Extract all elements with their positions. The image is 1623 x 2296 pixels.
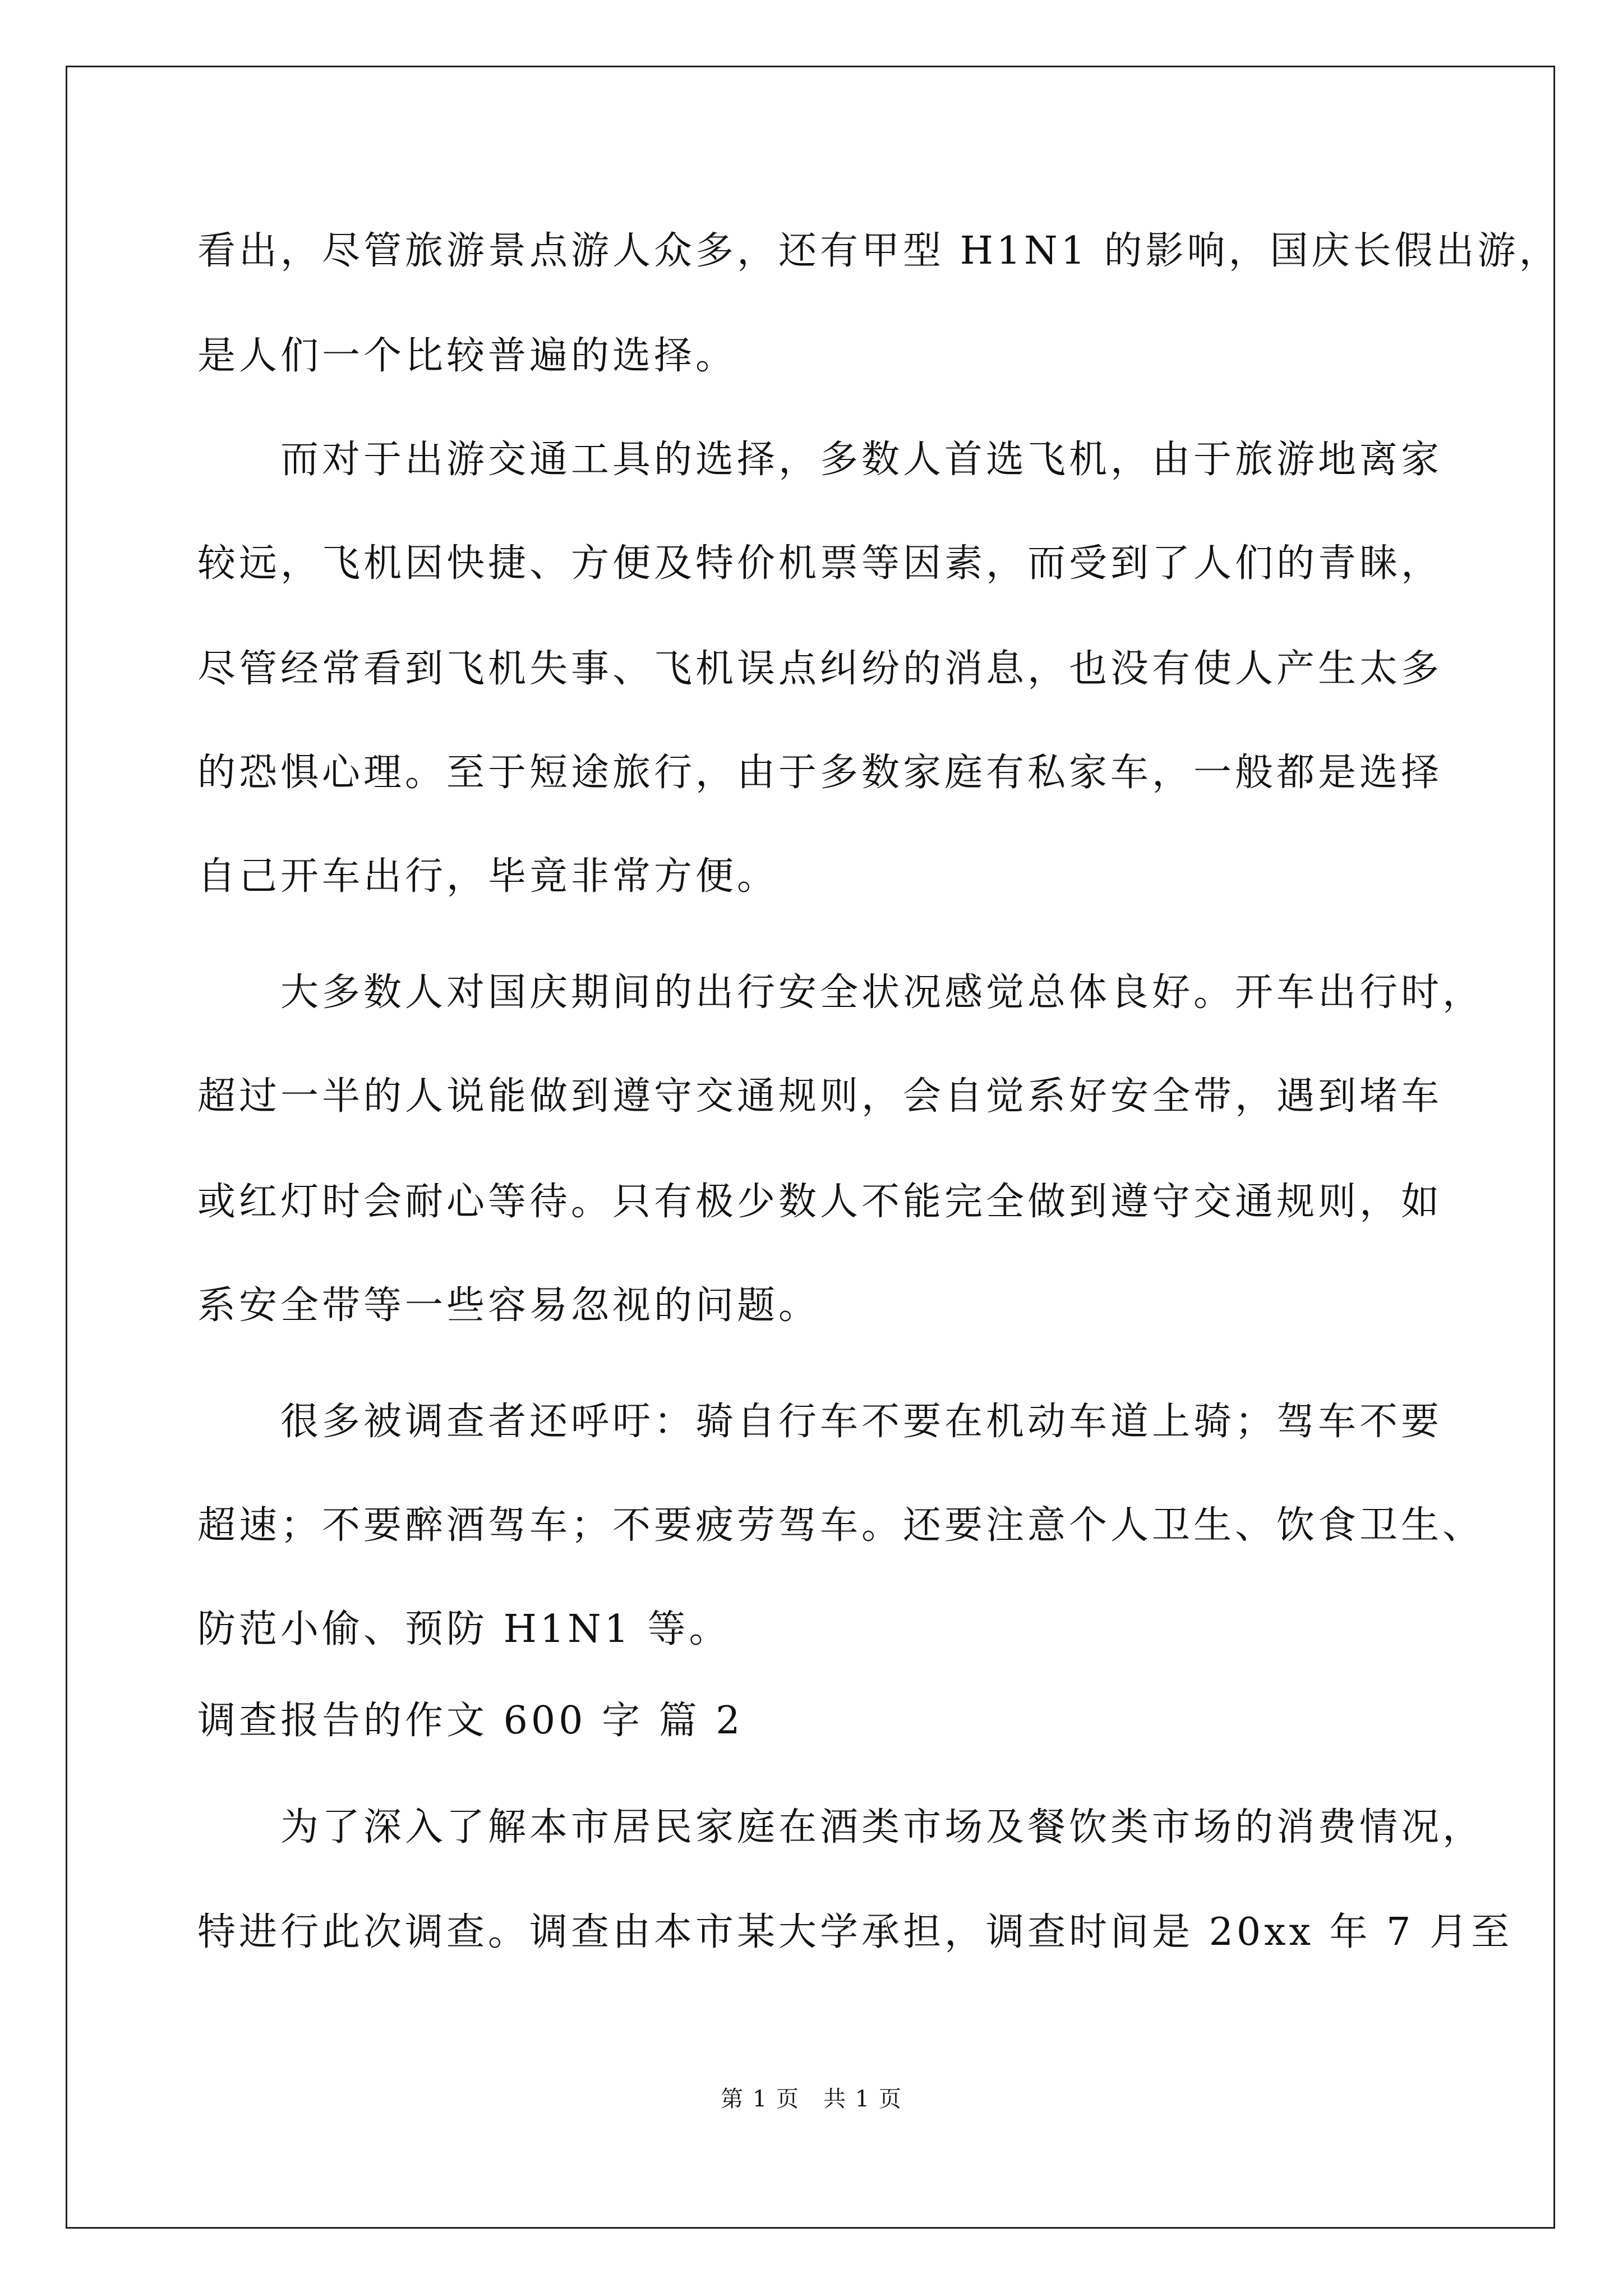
body-line: 较远，飞机因快捷、方便及特价机票等因素，而受到了人们的青睐， [197,541,1443,586]
paragraph-start: 而对于出游交通工具的选择，多数人首选飞机，由于旅游地离家 [280,438,1443,482]
body-line: 超过一半的人说能做到遵守交通规则，会自觉系好安全带，遇到堵车 [197,1074,1443,1119]
body-line: 超速；不要醉酒驾车；不要疲劳驾车。还要注意个人卫生、饮食卫生、 [197,1503,1484,1548]
body-line: 特进行此次调查。调查由本市某大学承担，调查时间是 20xx 年 7 月至 [197,1910,1513,1954]
paragraph-start: 大多数人对国庆期间的出行安全状况感觉总体良好。开车出行时， [280,970,1484,1015]
paragraph-start: 为了深入了解本市居民家庭在酒类市场及餐饮类市场的消费情况， [280,1805,1484,1849]
body-line: 自己开车出行，毕竟非常方便。 [197,854,779,899]
body-line: 看出，尽管旅游景点游人众多，还有甲型 H1N1 的影响，国庆长假出游， [197,229,1561,273]
body-line: 的恐惧心理。至于短途旅行，由于多数家庭有私家车，一般都是选择 [197,751,1443,795]
body-line: 尽管经常看到飞机失事、飞机误点纠纷的消息，也没有使人产生太多 [197,647,1443,691]
body-line: 是人们一个比较普遍的选择。 [197,334,737,378]
section-heading: 调查报告的作文 600 字 篇 2 [197,1699,744,1743]
body-line: 系安全带等一些容易忽视的问题。 [197,1283,820,1328]
paragraph-start: 很多被调查者还呼吁：骑自行车不要在机动车道上骑；驾车不要 [280,1400,1443,1444]
body-line: 防范小偷、预防 H1N1 等。 [197,1607,731,1651]
page-footer: 第 1 页 共 1 页 [721,2086,902,2112]
body-line: 或红灯时会耐心等待。只有极少数人不能完全做到遵守交通规则，如 [197,1180,1443,1224]
